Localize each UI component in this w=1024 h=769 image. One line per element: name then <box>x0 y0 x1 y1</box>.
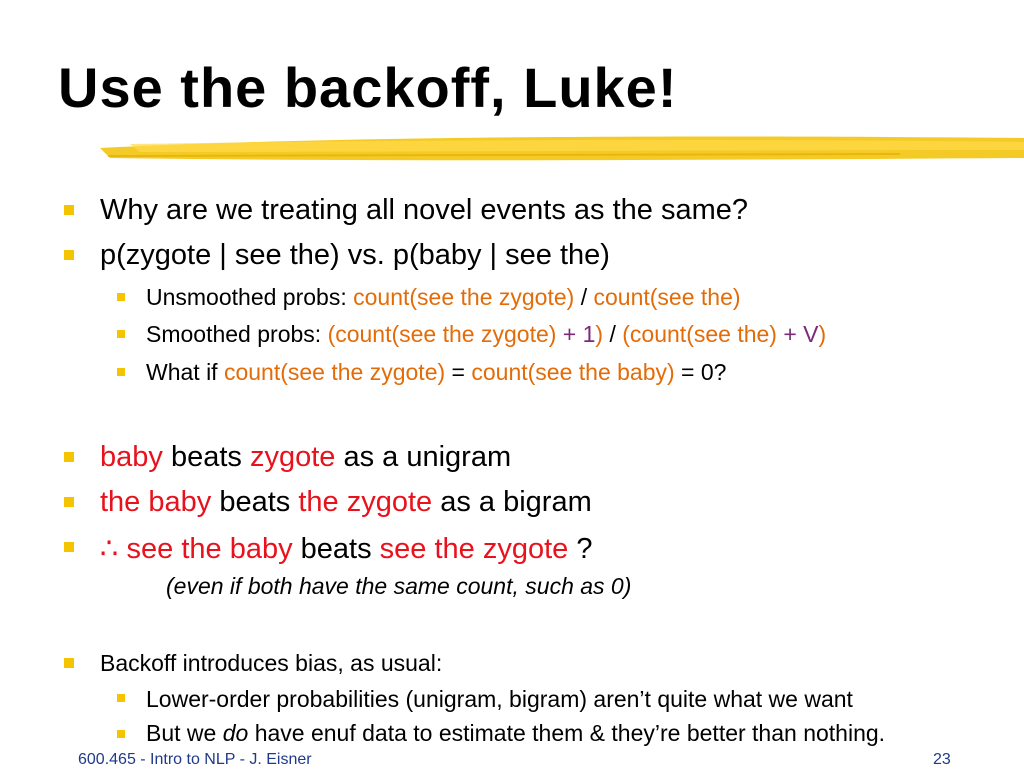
sub-bullet-marker <box>117 730 125 738</box>
sub-bullet-marker <box>117 330 125 338</box>
therefore-symbol: ∴ <box>100 533 119 565</box>
sub-bullet-marker <box>117 694 125 702</box>
sub-bullet-smoothed: Smoothed probs: (count(see the zygote) + 1) / (count(see the) + V) <box>146 321 827 347</box>
title-highlight-stroke <box>0 128 1024 168</box>
sub-bullet-marker <box>117 368 125 376</box>
bullet-marker <box>64 452 74 462</box>
bullet-marker <box>64 250 74 260</box>
bullet-novel-events: Why are we treating all novel events as the same? <box>100 194 748 226</box>
sub-bullet-what-if: What if count(see the zygote) = count(see the baby) = 0? <box>146 359 727 385</box>
sub-bullet-lower-order: Lower-order probabilities (unigram, bigram) aren’t quite what we want <box>146 686 853 712</box>
bullet-backoff-bias: Backoff introduces bias, as usual: <box>100 650 443 676</box>
italic-note: (even if both have the same count, such as 0) <box>166 573 632 599</box>
sub-bullet-enuf-data: But we do have enuf data to estimate them & they’re better than nothing. <box>146 720 886 746</box>
bullet-marker <box>64 205 74 215</box>
slide-title: Use the backoff, Luke! <box>58 56 678 119</box>
sub-bullet-unsmoothed: Unsmoothed probs: count(see the zygote) / count(see the) <box>146 284 741 310</box>
sub-bullet-marker <box>117 293 125 301</box>
bullet-unigram: baby beats zygote as a unigram <box>100 441 512 473</box>
bullet-trigram: ∴ see the baby beats see the zygote ? <box>100 533 593 565</box>
bullet-marker <box>64 658 74 668</box>
bullet-bigram: the baby beats the zygote as a bigram <box>100 486 592 518</box>
page-number: 23 <box>933 751 951 768</box>
bullet-marker <box>64 497 74 507</box>
bullet-p-comparison: p(zygote | see the) vs. p(baby | see the) <box>100 239 610 271</box>
footer-course: 600.465 - Intro to NLP - J. Eisner <box>78 751 312 768</box>
bullet-marker <box>64 542 74 552</box>
